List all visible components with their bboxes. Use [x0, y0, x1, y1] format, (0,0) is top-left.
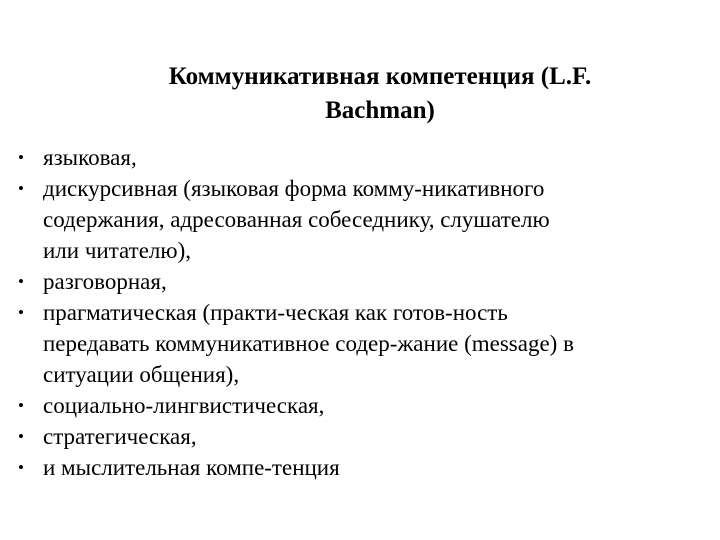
bullet-text: прагматическая (практи-ческая как готов-ность	[43, 300, 508, 325]
bullet-text: передавать коммуникативное содер-жание (message) в	[43, 331, 574, 356]
bullet-text: дискурсивная (языковая форма комму-никативного	[43, 176, 545, 201]
bullet-text: или читателю),	[43, 238, 191, 263]
title-line-2: Bachman)	[325, 97, 435, 124]
bullet-icon: •	[18, 458, 24, 477]
bullet-list	[18, 142, 708, 483]
bullet-item-discursive	[18, 173, 708, 266]
bullet-text: языковая,	[43, 145, 137, 170]
bullet-icon: •	[18, 396, 24, 415]
bullet-icon: •	[18, 179, 24, 198]
bullet-text: социально-лингвистическая,	[43, 393, 325, 418]
bullet-icon: •	[18, 303, 24, 322]
bullet-icon: •	[18, 272, 24, 291]
bullet-item-language	[18, 142, 708, 173]
bullet-item-strategic	[18, 421, 708, 452]
bullet-text: стратегическая,	[43, 424, 197, 449]
bullet-item-pragmatic	[18, 297, 708, 390]
bullet-item-cognitive	[18, 452, 708, 483]
bullet-text: ситуации общения),	[43, 362, 240, 387]
bullet-text: разговорная,	[43, 269, 167, 294]
slide-title	[40, 60, 720, 128]
bullet-item-sociolinguistic	[18, 390, 708, 421]
bullet-icon: •	[18, 427, 24, 446]
bullet-item-conversational	[18, 266, 708, 297]
bullet-icon: •	[18, 148, 24, 167]
bullet-text: и мыслительная компе-тенция	[43, 455, 340, 480]
title-line-1: Коммуникативная компетенция (L.F.	[168, 63, 592, 90]
bullet-text: содержания, адресованная собеседнику, слушателю	[43, 207, 550, 232]
